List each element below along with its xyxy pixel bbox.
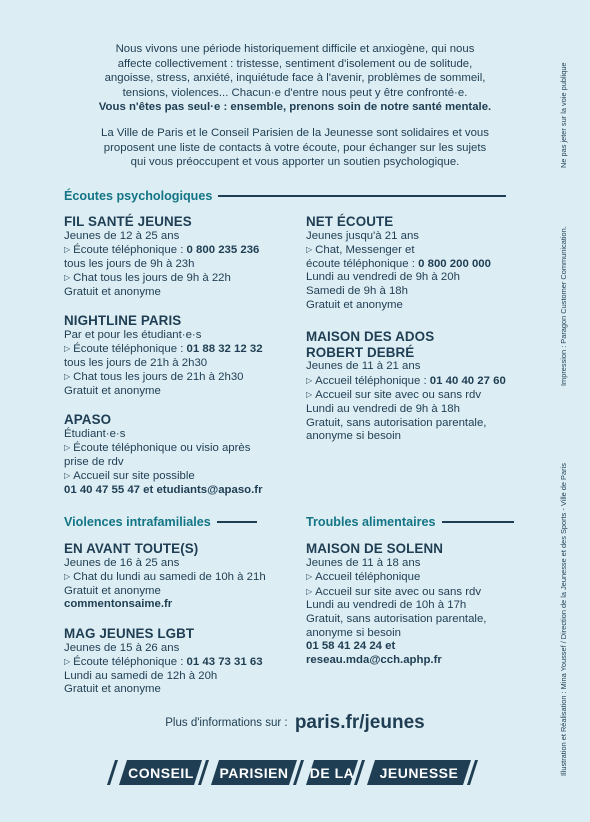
intro-line: tensions, violences... Chacun·e d'entre nous peut y être confronté·e. (122, 86, 468, 99)
entry-line: anonyme si besoin (306, 430, 401, 443)
phone-number[interactable]: 01 43 73 31 63 (186, 656, 263, 669)
entry-en-avant-toutes (64, 541, 266, 612)
entry-line (64, 441, 263, 456)
bullet-icon: ▷ (306, 390, 313, 400)
entry-line: Gratuit et anonyme (64, 384, 161, 397)
intro-line: proposent une liste de contacts à votre écoute, pour échanger sur les sujets (103, 141, 487, 154)
entry-line: Lundi au samedi de 12h à 20h (64, 669, 218, 682)
entry-text: Chat du lundi au samedi de 10h à 21h (73, 571, 266, 584)
section-label: Violences intrafamiliales (64, 515, 211, 529)
entry-name: APASO (64, 412, 112, 427)
more-info-label: Plus d'informations sur : (165, 717, 288, 729)
entry-text: Écoute téléphonique : (73, 343, 187, 356)
entry-line (64, 570, 266, 585)
bullet-icon: ▷ (306, 245, 313, 255)
entry-line: Jeunes de 12 à 25 ans (64, 229, 180, 242)
entry-name: EN AVANT TOUTE(S) (64, 541, 199, 556)
entry-nightline-paris (64, 313, 263, 399)
side-text-top: Ne pas jeter sur la voie publique (559, 62, 568, 168)
intro-line: affecte collectivement : tristesse, sentiment d'isolement ou de solitude, (117, 57, 473, 70)
website-link[interactable]: commentonsaime.fr (64, 598, 173, 611)
banner-word: JEUNESSE (379, 765, 459, 781)
entry-line: Par et pour les étudiant·e·s (64, 328, 202, 341)
entry-text: Écoute téléphonique : (73, 244, 187, 257)
entry-name: FIL SANTÉ JEUNES (64, 214, 192, 229)
entry-text: Écoute téléphonique : (73, 656, 187, 669)
bullet-icon: ▷ (64, 372, 71, 382)
entry-name: MAISON DES ADOS (306, 329, 435, 344)
entry-line: Étudiant·e·s (64, 427, 126, 440)
entry-line (306, 374, 506, 389)
entry-net-ecoute (306, 214, 491, 312)
entry-maison-de-solenn (306, 541, 486, 667)
entry-line: Jeunes de 15 à 26 ans (64, 641, 180, 654)
entry-fil-sante-jeunes (64, 214, 259, 300)
entry-apaso (64, 412, 263, 498)
entry-line: Gratuit et anonyme (306, 298, 403, 311)
bullet-icon: ▷ (306, 586, 313, 596)
entry-line (306, 570, 486, 585)
entry-line: Gratuit et anonyme (64, 285, 161, 298)
bullet-icon: ▷ (64, 443, 71, 453)
entry-contact[interactable]: 01 58 41 24 24 et (306, 640, 396, 653)
intro-line: qui vous préoccupent et vous apporter un soutien psychologique. (130, 156, 460, 169)
phone-number[interactable]: 0 800 200 000 (418, 257, 491, 270)
section-rule (217, 521, 257, 523)
section-rule (442, 521, 514, 523)
entry-line: tous les jours de 9h à 23h (64, 257, 195, 270)
entry-text: Accueil téléphonique : (315, 374, 430, 387)
entry-name: MAG JEUNES LGBT (64, 626, 195, 641)
section-rule (218, 195, 506, 197)
entry-mag-jeunes-lgbt (64, 626, 263, 697)
bullet-icon: ▷ (64, 471, 71, 481)
entry-text: Accueil sur site possible (73, 470, 195, 483)
entry-line: Gratuit, sans autorisation parentale, (306, 612, 487, 625)
section-label: Écoutes psychologiques (64, 189, 213, 203)
entry-line (306, 258, 491, 272)
entry-line (306, 388, 506, 403)
entry-line: Gratuit, sans autorisation parentale, (306, 416, 487, 429)
entry-name: NET ÉCOUTE (306, 214, 394, 229)
bullet-icon: ▷ (306, 572, 313, 582)
more-info-url[interactable]: paris.fr/jeunes (294, 712, 425, 733)
email-link[interactable]: reseau.mda@cch.aphp.fr (306, 653, 442, 666)
entry-text: écoute téléphonique : (306, 257, 419, 270)
entry-line: prise de rdv (64, 455, 124, 468)
entry-text: Chat, Messenger et (315, 244, 415, 257)
side-text-middle: Impression : Paragon Customer Communication. (559, 226, 568, 386)
entry-text: Chat tous les jours de 9h à 22h (73, 272, 231, 285)
banner-word: DE LA (309, 765, 355, 781)
entry-line: Gratuit et anonyme (64, 584, 161, 597)
banner-word: CONSEIL (128, 765, 194, 781)
entry-line: Lundi au vendredi de 9h à 20h (306, 271, 460, 284)
entry-name: ROBERT DEBRÉ (306, 344, 415, 360)
banner-word: PARISIEN (219, 765, 289, 781)
more-info (0, 712, 590, 734)
entry-text: Chat tous les jours de 21h à 2h30 (73, 371, 244, 384)
intro-bold-line: Vous n'êtes pas seul·e : ensemble, prenons soin de notre santé mentale. (98, 101, 492, 114)
entry-line (306, 243, 491, 258)
bullet-icon: ▷ (64, 344, 71, 354)
entry-line (64, 243, 259, 258)
entry-line (64, 342, 263, 357)
entry-line: anonyme si besoin (306, 626, 401, 639)
section-title-ecoutes (64, 189, 506, 203)
entry-line: Jeunes de 11 à 18 ans (306, 556, 421, 569)
cpj-logo-banner (107, 760, 479, 785)
bullet-icon: ▷ (64, 657, 71, 667)
phone-number[interactable]: 01 40 40 27 60 (429, 374, 506, 387)
entry-line: Gratuit et anonyme (64, 683, 161, 696)
entry-text: Accueil téléphonique (315, 571, 421, 584)
intro-line: angoisse, stress, anxiété, inquiétude face à l'avenir, problèmes de sommeil, (104, 72, 486, 85)
entry-line: Jeunes de 16 à 25 ans (64, 556, 180, 569)
bullet-icon: ▷ (64, 245, 71, 255)
intro-text (64, 42, 526, 181)
entry-name: NIGHTLINE PARIS (64, 313, 182, 328)
entry-text: Accueil sur site avec ou sans rdv (315, 585, 482, 598)
section-label: Troubles alimentaires (306, 515, 436, 529)
entry-line (64, 370, 263, 385)
phone-number[interactable]: 0 800 235 236 (186, 244, 260, 257)
entry-line: tous les jours de 21h à 2h30 (64, 356, 208, 369)
entry-text: Écoute téléphonique ou visio après (73, 442, 251, 455)
bullet-icon: ▷ (64, 273, 71, 283)
bullet-icon: ▷ (306, 375, 313, 385)
entry-line (64, 271, 259, 286)
entry-line: Jeunes de 11 à 21 ans (306, 360, 421, 373)
phone-number[interactable]: 01 88 32 12 32 (186, 343, 263, 356)
entry-line (306, 585, 486, 600)
entry-text: Accueil sur site avec ou sans rdv (315, 389, 482, 402)
entry-maison-des-ados (306, 329, 506, 444)
entry-contact[interactable]: 01 40 47 55 47 et etudiants@apaso.fr (64, 483, 263, 496)
intro-line: Nous vivons une période historiquement difficile et anxiogène, qui nous (115, 43, 475, 55)
section-title-troubles (306, 515, 514, 529)
intro-line: La Ville de Paris et le Conseil Parisien de la Jeunesse sont solidaires et vous (101, 126, 489, 139)
section-title-violences (64, 515, 257, 529)
banner-stripe (107, 760, 118, 785)
entry-name: MAISON DE SOLENN (306, 541, 444, 556)
entry-line: Lundi au vendredi de 9h à 18h (306, 402, 460, 415)
side-text-bottom: Illustration et Réalisation : Mina Youssef / Direction de la Jeunesse et des Sports - Ville de Paris (559, 463, 568, 776)
entry-line (64, 655, 263, 670)
entry-line: Samedi de 9h à 18h (306, 284, 408, 297)
entry-line: Lundi au vendredi de 10h à 17h (306, 599, 467, 612)
entry-line (64, 469, 263, 484)
entry-line: Jeunes jusqu'à 21 ans (306, 229, 419, 242)
bullet-icon: ▷ (64, 572, 71, 582)
